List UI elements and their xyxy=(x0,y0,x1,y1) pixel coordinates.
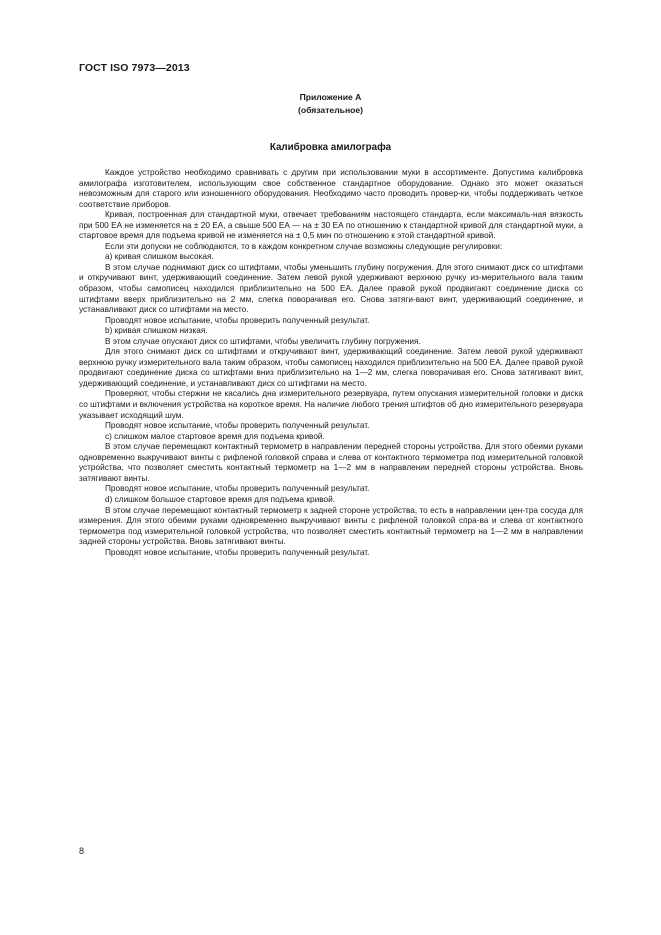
paragraph: Проводят новое испытание, чтобы проверить полученный результат. xyxy=(105,547,370,557)
paragraph: Каждое устройство необходимо сравнивать с другим при использовании муки в ассортименте. Допустима калибровка амилографа изготовителем, использующим свое собственное стандартное оборудование. Однако это может оказаться невозможным для старого или изношенного оборудования. Необходимо часто проводить провер-ки, чтобы поддерживать четкое соответствие приборов. xyxy=(79,168,583,209)
section-title: Калибровка амилографа xyxy=(269,142,392,153)
paragraph: Для этого снимают диск со штифтами и откручивают винт, удерживающий соединение. Затем левой рукой удерживают верхнюю ручку измерительного вала таким образом, чтобы самописец находился приблизительно на 500 ЕА. Далее правой рукой продвигают соединение диска со штифтами вниз приблизительно на 1—2 мм, слегка поворачивая его. Снова затягивают винт, удерживающий соединение, и устанавливают диск со штифтами на место. xyxy=(79,347,583,388)
paragraph: Проводят новое испытание, чтобы проверить полученный результат. xyxy=(105,484,370,494)
paragraph: В этом случае опускают диск со штифтами, чтобы увеличить глубину погружения. xyxy=(105,336,421,346)
list-item-heading: с) слишком малое стартовое время для подъема кривой. xyxy=(105,431,325,441)
document-header: ГОСТ ISO 7973—2013 xyxy=(79,62,190,74)
paragraph: Проводят новое испытание, чтобы проверить полученный результат. xyxy=(105,421,370,431)
annex-status: (обязательное) xyxy=(297,105,364,115)
paragraph: Кривая, построенная для стандартной муки, отвечает требованиям настоящего стандарта, если максималь-ная вязкость при 500 ЕА не изменяется на ± 20 ЕА, а свыше 500 ЕА — на ± 30 ЕА по отношению к стандартной кривой для стандартной муки, а стартовое время для подъема кривой не изменяется на ± 0,5 мин по отношению к этой стандартной кривой. xyxy=(79,210,583,241)
body-text xyxy=(79,168,583,558)
paragraph: В этом случае перемещают контактный термометр к задней стороне устройства, то есть в направлении цен-тра сосуда для измерения. Для этого обеими руками одновременно выкручивают винты с рифленой головкой спра-ва и слева от контактного термометра под измерительной головкой устройства, что позволяет сместить контактный термометр на 1—2 мм в направлении задней стороны устройства. Вновь затягивают винты. xyxy=(79,505,583,547)
list-item-heading: d) слишком большое стартовое время для подъема кривой. xyxy=(105,494,335,504)
page-number: 8 xyxy=(79,846,85,856)
annex-title: Приложение А xyxy=(299,92,362,102)
paragraph: Если эти допуски не соблюдаются, то в каждом конкретном случае возможны следующие регулировки: xyxy=(105,241,503,251)
paragraph: В этом случае перемещают контактный термометр в направлении передней стороны устройства. Для этого обеими руками одновременно выкручивают винты с рифленой головкой справа и слева от контактного термометра под измерительной головкой устройства, что позволяет сместить контактный термометр на 1—2 мм в направлении передней стороны устройства. Вновь затягивают винты. xyxy=(79,442,583,483)
annex-heading xyxy=(0,91,661,117)
paragraph: В этом случае поднимают диск со штифтами, чтобы уменьшить глубину погружения. Для этого снимают диск со штифтами и откручивают винт, удерживающий соединение. Затем левой рукой удерживают верхнюю ручку из-мерительного вала таким образом, чтобы самописец находился приблизительно на 500 ЕА. Далее правой рукой продвигают соединение диска со штифтами вверх приблизительно на 2 мм, слегка поворачивая его. Снова затяги-вают винт, удерживающий соединение, и устанавливают диск со штифтами на место. xyxy=(79,262,583,315)
list-item-heading: а) кривая слишком высокая. xyxy=(105,252,214,262)
paragraph: Проверяют, чтобы стержни не касались дна измерительного резервуара, путем опускания измерительной головки и диска со штифтами и включения устройства на короткое время. На наличие любого трения штифтов об дно измерительного резервуара указывает исходящий шум. xyxy=(79,389,583,420)
list-item-heading: b) кривая слишком низкая. xyxy=(105,326,208,336)
paragraph: Проводят новое испытание, чтобы проверить полученный результат. xyxy=(105,315,370,325)
